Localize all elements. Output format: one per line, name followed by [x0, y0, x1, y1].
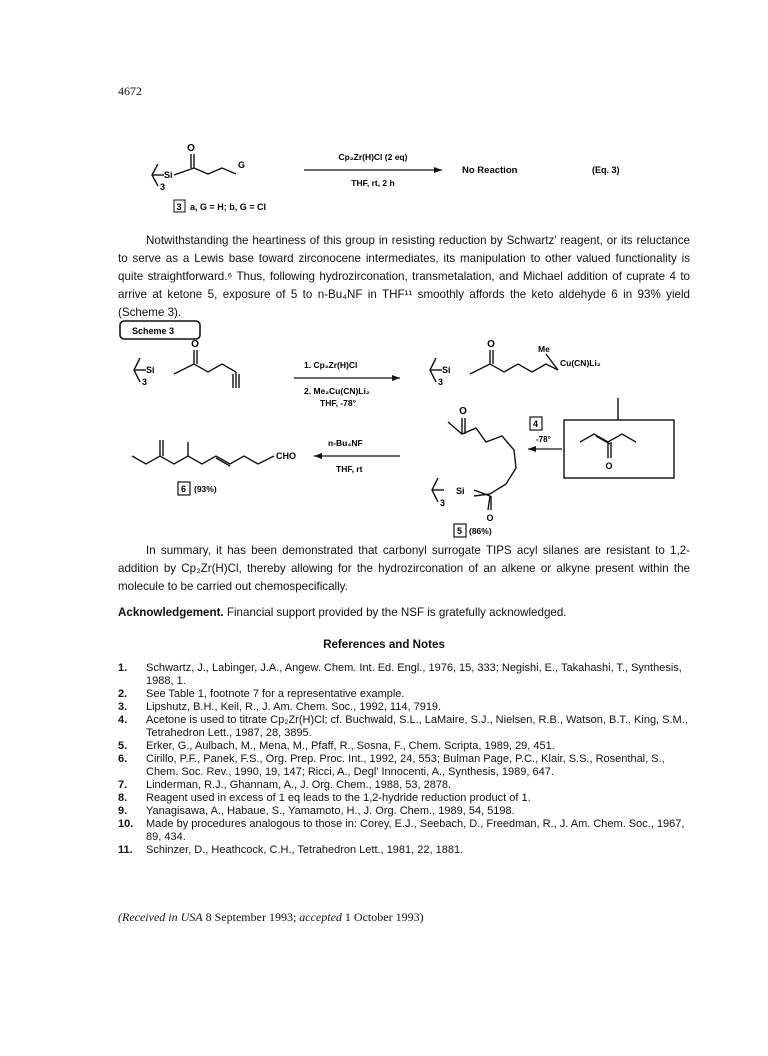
reference-number: 11. — [118, 844, 133, 856]
cuprate-methyl: Me — [538, 344, 550, 354]
reagent-label: Cp₂Zr(H)Cl (2 eq) — [338, 152, 408, 162]
reference-text: Schwartz, J., Labinger, J.A., Angew. Chem. Int. Ed. Engl., 1976, 15, 333; Negishi, E., Takahashi, T., Synthesis, 1988, 1. — [146, 662, 682, 687]
reference-item — [118, 779, 700, 792]
reference-number: 9. — [118, 805, 128, 817]
scheme-3 — [118, 318, 698, 540]
reference-item — [118, 792, 700, 805]
cuprate-silicon: Si — [442, 365, 451, 375]
reference-item — [118, 818, 700, 844]
enone-frame — [564, 420, 674, 478]
enone-oxygen: O — [605, 461, 613, 471]
silicon-label: Si — [164, 170, 173, 180]
reference-number: 10. — [118, 818, 134, 830]
acknowledgement-heading: Acknowledgement. — [118, 606, 224, 619]
reference-item — [118, 740, 700, 753]
paragraph-1: Notwithstanding the heartiness of this group in resisting reduction by Schwartz' reagent, or its reluctance to serve as a Lewis base toward zirconocene intermediates, its manipulation to other valued functionality is quite straightforward.⁶ Thus, following hydrozirconation, transmetalation, and Michael addition of cuprate 4 to arrive at ketone 5, exposure of 5 to n-Bu₄NF in THF¹¹ smoothly affords the keto aldehyde 6 in 93% yield (Scheme 3). — [118, 234, 690, 319]
ketone-oxygen-bottom: O — [486, 513, 494, 523]
step-2-label: 2. Me₂Cu(CN)Li₂ — [304, 386, 370, 396]
aldehyde-6-structure — [132, 440, 274, 466]
cuprate-copper: Cu(CN)Li₂ — [560, 358, 601, 368]
alkyne-oxygen: O — [191, 339, 199, 350]
enone-structure — [580, 434, 636, 458]
tbaf-label: n-Bu₄NF — [328, 438, 363, 448]
reference-number: 6. — [118, 753, 128, 765]
reference-text: Lipshutz, B.H., Keil, R., J. Am. Chem. Soc., 1992, 114, 7919. — [146, 701, 442, 713]
page-number: 4672 — [118, 84, 142, 98]
acknowledgement — [118, 606, 698, 619]
acknowledgement-text: Financial support provided by the NSF is gratefully acknowledged. — [226, 606, 567, 619]
reference-item — [118, 662, 700, 688]
step-1-label: 1. Cp₂Zr(H)Cl — [304, 360, 358, 370]
reference-item — [118, 688, 700, 701]
references-title: References and Notes — [323, 638, 445, 651]
carbonyl-oxygen: O — [187, 143, 195, 154]
arrow-2-head-icon — [528, 446, 536, 452]
reference-number: 2. — [118, 688, 128, 700]
reference-item — [118, 714, 700, 740]
ketone-oxygen-top: O — [459, 406, 467, 417]
reference-number: 1. — [118, 662, 128, 674]
reference-number: 5. — [118, 740, 128, 752]
scheme-3-title: Scheme 3 — [132, 326, 175, 336]
paragraph-2: In summary, it has been demonstrated that carbonyl surrogate TIPS acyl silanes are resistant to 1,2-addition by Cp₂Zr(H)Cl, thereby allowing for the hydrozirconation of an alkene or alkyne present within the molecule to be carried out chemospecifically. — [118, 544, 690, 593]
received-prefix: (Received in USA — [118, 910, 203, 924]
reference-number: 7. — [118, 779, 128, 791]
arrow-1-head-icon — [392, 375, 400, 381]
received-date: 8 September 1993; — [202, 910, 300, 924]
reference-text: See Table 1, footnote 7 for a representative example. — [146, 688, 405, 700]
reference-text: Yanagisawa, A., Habaue, S., Yamamoto, H., J. Org. Chem., 1989, 54, 5198. — [146, 805, 515, 817]
arrow-3-head-icon — [314, 453, 322, 459]
reference-number: 3. — [118, 701, 128, 713]
references-list — [118, 662, 700, 857]
reference-text: Made by procedures analogous to those in: Corey, E.J., Seebach, D., Freedman, R., J. Am. Chem. Soc., 1967, 89, 434. — [146, 818, 685, 843]
tbaf-conditions: THF, rt — [336, 464, 363, 474]
reference-item — [118, 701, 700, 714]
reference-text: Erker, G., Aulbach, M., Mena, M., Pfaff, R., Sosna, F., Chem. Scripta, 1989, 29, 451. — [146, 740, 555, 752]
temperature-label: -78° — [536, 435, 551, 444]
group-g-label: G — [238, 160, 246, 170]
compound-6-yield: (93%) — [194, 484, 217, 494]
compound-5-yield: (86%) — [469, 526, 492, 536]
accepted-label: accepted — [299, 910, 342, 924]
subscript-3: 3 — [160, 182, 166, 192]
cuprate-oxygen: O — [487, 339, 495, 350]
reference-text: Acetone is used to titrate Cp₂Zr(H)Cl; cf. Buchwald, S.L., LaMaire, S.J., Nielsen, R.B., Watson, B.T., King, S.M., Tetrahedron Lett., 1987, 28, 3895. — [146, 714, 688, 739]
compound-3-number: 3 — [176, 202, 182, 212]
arrow-head-icon — [434, 167, 442, 173]
ketone-subscript: 3 — [440, 498, 446, 508]
reference-item — [118, 844, 700, 857]
alkyne-subscript: 3 — [142, 377, 148, 387]
reference-number: 8. — [118, 792, 128, 804]
accepted-date: 1 October 1993) — [341, 910, 424, 924]
ketone-silicon: Si — [456, 486, 465, 496]
reference-text: Reagent used in excess of 1 eq leads to the 1,2-hydride reduction product of 1. — [146, 792, 531, 804]
aldehyde-cho-label: CHO — [276, 451, 296, 461]
step-2-conditions: THF, -78° — [320, 398, 356, 408]
cuprate-subscript: 3 — [438, 377, 444, 387]
compound-3-legend: a, G = H; b, G = Cl — [190, 202, 267, 212]
compound-5-number: 5 — [457, 526, 463, 536]
received-line — [118, 910, 424, 925]
reference-text: Schinzer, D., Heathcock, C.H., Tetrahedron Lett., 1981, 22, 1881. — [146, 844, 464, 856]
reference-item — [118, 753, 700, 779]
compound-4-number: 4 — [533, 419, 539, 429]
reference-number: 4. — [118, 714, 128, 726]
conditions-label: THF, rt, 2 h — [351, 178, 395, 188]
reference-text: Cirillo, P.F., Panek, F.S., Org. Prep. Proc. Int., 1992, 24, 553; Bulman Page, P.C., Klair, S.S., Rosenthal, S., Chem. Soc. Rev., 1990, 19, 147; Ricci, A., Degl' Innocenti, A., Synthesis, 1989, 647. — [146, 753, 665, 778]
no-reaction-label: No Reaction — [462, 165, 518, 176]
alkyne-silicon: Si — [146, 365, 155, 375]
compound-6-number: 6 — [181, 484, 187, 494]
reference-item — [118, 805, 700, 818]
equation-3-scheme — [130, 140, 690, 222]
equation-label: (Eq. 3) — [592, 165, 620, 175]
reference-text: Linderman, R.J., Ghannam, A., J. Org. Chem., 1988, 53, 2878. — [146, 779, 452, 791]
ketone-5-structure — [432, 418, 516, 510]
